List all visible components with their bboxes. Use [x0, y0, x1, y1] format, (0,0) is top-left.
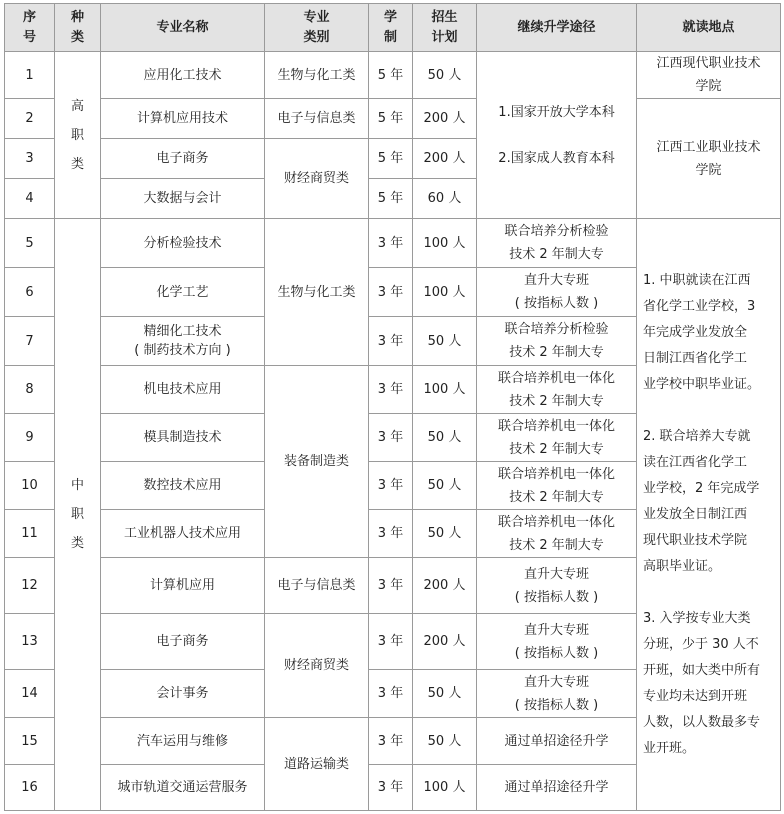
row-years: 3 年 [369, 414, 413, 462]
enrollment-table [4, 3, 781, 811]
row-years: 5 年 [369, 179, 413, 219]
row-pathway: 直升大专班 ( 按指标人数 ) [477, 558, 637, 614]
row-no: 1 [5, 52, 55, 99]
row-pathway: 直升大专班 ( 按指标人数 ) [477, 670, 637, 718]
row-no: 3 [5, 139, 55, 179]
header-pathway: 继续升学途径 [477, 4, 637, 52]
row-years: 3 年 [369, 718, 413, 765]
row-years: 3 年 [369, 366, 413, 414]
row-no: 9 [5, 414, 55, 462]
header-quota: 招生 计划 [413, 4, 477, 52]
group-secondary-vocational: 中 职 类 [55, 219, 101, 811]
row-major: 工业机器人技术应用 [101, 510, 265, 558]
row-pathway: 联合培养分析检验 技术 2 年制大专 [477, 219, 637, 268]
location-industry: 江西工业职业技术 学院 [637, 99, 781, 219]
row-years: 5 年 [369, 139, 413, 179]
row-major: 电子商务 [101, 614, 265, 670]
location-notes: 1. 中职就读在江西 省化学工业学校，3 年完成学业发放全 日制江西省化学工 业学校中职毕业证。 2. 联合培养大专就 读在江西省化学工 业学校，2 年完成学 业发放全日制江西 现代职业技术学院 高职毕业证。 3. 入学按专业大类 分班，少于 30 人不 开班，如大类中所有 专业均未达到开班 人数，以人数最多专 业开班。 [637, 219, 781, 811]
row-major: 计算机应用 [101, 558, 265, 614]
row-major: 城市轨道交通运营服务 [101, 765, 265, 811]
row-pathway: 通过单招途径升学 [477, 765, 637, 811]
row-quota: 50 人 [413, 414, 477, 462]
row-major: 计算机应用技术 [101, 99, 265, 139]
row-years: 5 年 [369, 99, 413, 139]
row-years: 3 年 [369, 670, 413, 718]
group-higher-vocational: 高 职 类 [55, 52, 101, 219]
row-major: 大数据与会计 [101, 179, 265, 219]
row-years: 3 年 [369, 614, 413, 670]
row-quota: 50 人 [413, 510, 477, 558]
row-years: 3 年 [369, 558, 413, 614]
row-no: 2 [5, 99, 55, 139]
row-years: 3 年 [369, 462, 413, 510]
header-no: 序 号 [5, 4, 55, 52]
row-major: 会计事务 [101, 670, 265, 718]
row-pathway: 直升大专班 ( 按指标人数 ) [477, 268, 637, 317]
pathway-higher: 1.国家开放大学本科 2.国家成人教育本科 [477, 52, 637, 219]
row-no: 4 [5, 179, 55, 219]
row-no: 10 [5, 462, 55, 510]
row-category: 生物与化工类 [265, 52, 369, 99]
row-quota: 200 人 [413, 99, 477, 139]
row-quota: 50 人 [413, 670, 477, 718]
header-years: 学 制 [369, 4, 413, 52]
table-row [5, 99, 781, 139]
row-quota: 200 人 [413, 139, 477, 179]
row-years: 3 年 [369, 268, 413, 317]
row-no: 12 [5, 558, 55, 614]
row-no: 6 [5, 268, 55, 317]
row-years: 3 年 [369, 219, 413, 268]
row-quota: 100 人 [413, 268, 477, 317]
row-pathway: 联合培养分析检验 技术 2 年制大专 [477, 317, 637, 366]
row-no: 7 [5, 317, 55, 366]
row-category: 生物与化工类 [265, 219, 369, 366]
row-pathway: 通过单招途径升学 [477, 718, 637, 765]
table-row [5, 219, 781, 268]
row-quota: 100 人 [413, 219, 477, 268]
row-major: 电子商务 [101, 139, 265, 179]
row-category: 电子与信息类 [265, 99, 369, 139]
row-no: 8 [5, 366, 55, 414]
row-years: 5 年 [369, 52, 413, 99]
row-major: 分析检验技术 [101, 219, 265, 268]
table-row [5, 52, 781, 99]
row-pathway: 联合培养机电一体化 技术 2 年制大专 [477, 510, 637, 558]
row-pathway: 联合培养机电一体化 技术 2 年制大专 [477, 366, 637, 414]
row-no: 14 [5, 670, 55, 718]
row-quota: 200 人 [413, 558, 477, 614]
row-category: 电子与信息类 [265, 558, 369, 614]
row-major: 数控技术应用 [101, 462, 265, 510]
row-major: 机电技术应用 [101, 366, 265, 414]
row-quota: 60 人 [413, 179, 477, 219]
row-no: 13 [5, 614, 55, 670]
row-category: 装备制造类 [265, 366, 369, 558]
row-quota: 50 人 [413, 462, 477, 510]
row-no: 11 [5, 510, 55, 558]
row-pathway: 联合培养机电一体化 技术 2 年制大专 [477, 462, 637, 510]
row-quota: 200 人 [413, 614, 477, 670]
row-major: 汽车运用与维修 [101, 718, 265, 765]
row-major: 精细化工技术 ( 制药技术方向 ) [101, 317, 265, 366]
row-category: 财经商贸类 [265, 614, 369, 718]
row-major: 化学工艺 [101, 268, 265, 317]
row-quota: 50 人 [413, 317, 477, 366]
row-no: 5 [5, 219, 55, 268]
header-category: 专业 类别 [265, 4, 369, 52]
row-quota: 50 人 [413, 718, 477, 765]
row-pathway: 直升大专班 ( 按指标人数 ) [477, 614, 637, 670]
row-years: 3 年 [369, 510, 413, 558]
row-quota: 100 人 [413, 366, 477, 414]
row-years: 3 年 [369, 765, 413, 811]
row-major: 模具制造技术 [101, 414, 265, 462]
row-major: 应用化工技术 [101, 52, 265, 99]
row-quota: 50 人 [413, 52, 477, 99]
row-quota: 100 人 [413, 765, 477, 811]
location-modern: 江西现代职业技术 学院 [637, 52, 781, 99]
row-category: 道路运输类 [265, 718, 369, 811]
header-major: 专业名称 [101, 4, 265, 52]
row-category: 财经商贸类 [265, 139, 369, 219]
row-no: 15 [5, 718, 55, 765]
row-pathway: 联合培养机电一体化 技术 2 年制大专 [477, 414, 637, 462]
row-years: 3 年 [369, 317, 413, 366]
header-row [5, 4, 781, 52]
row-no: 16 [5, 765, 55, 811]
header-location: 就读地点 [637, 4, 781, 52]
header-kind: 种 类 [55, 4, 101, 52]
